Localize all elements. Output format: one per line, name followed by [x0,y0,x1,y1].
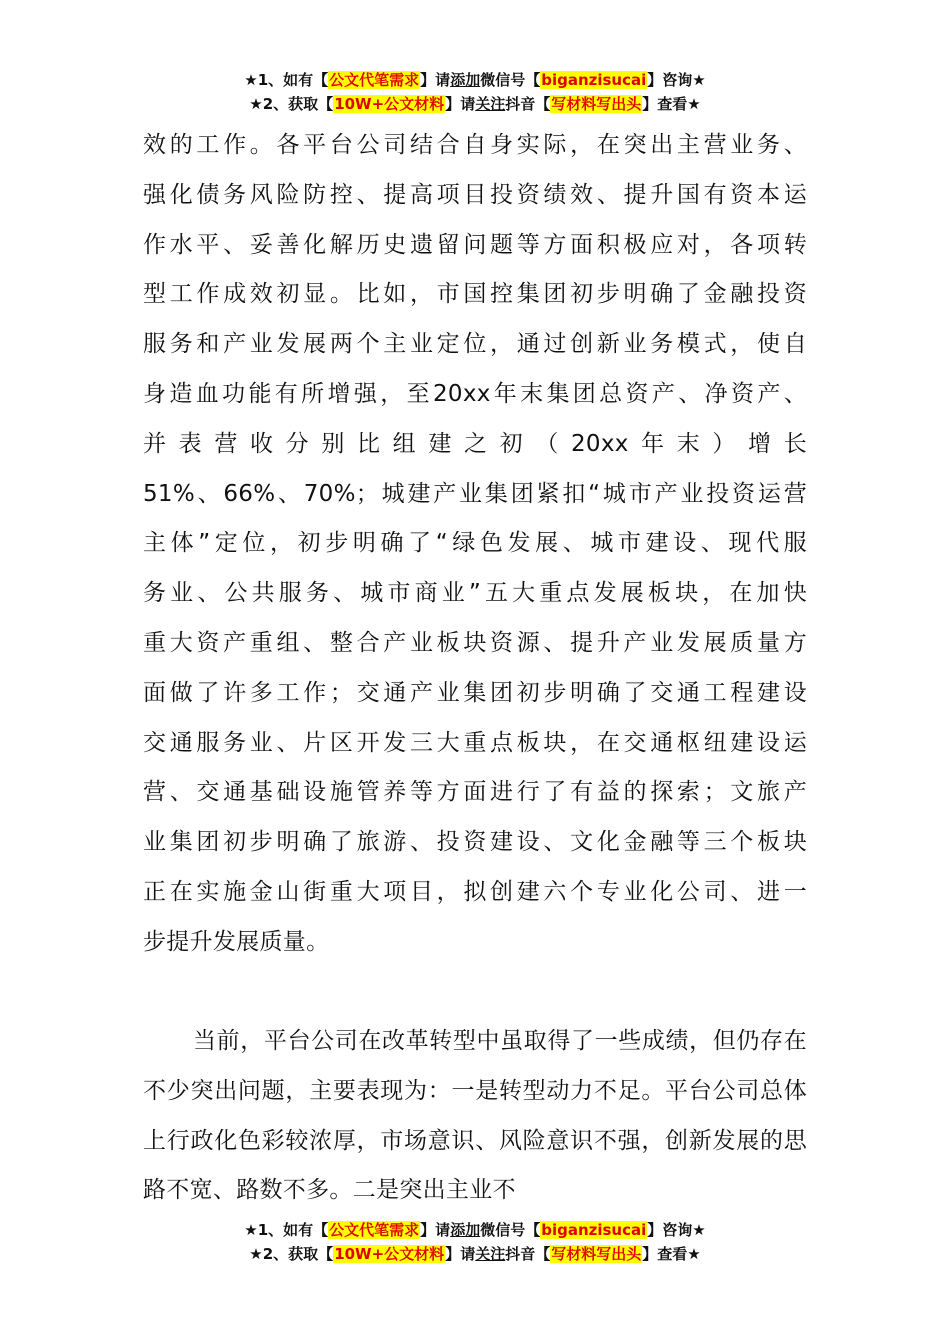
banner-text: 】咨询★ [647,1221,706,1239]
text-line: 营、交通基础设施管养等方面进行了有益的探索；文旅产 [143,779,807,806]
top-banner [0,68,950,116]
banner-text: 】请 [420,1221,451,1239]
paragraph-platform-transformation [143,121,807,968]
text-line: 作水平、妥善化解历史遗留问题等方面积极应对，各项转 [143,231,807,258]
banner-underline-add: 添加 [450,71,481,89]
banner-text: 抖音【 [505,1245,551,1263]
banner-text: 微信号【 [480,71,541,89]
highlight-douyin-account: 写材料写出头 [551,95,642,113]
highlight-materials: 10W+公文材料 [334,1245,445,1263]
highlight-douyin-account: 写材料写出头 [551,1245,642,1263]
banner-text: 】咨询★ [647,71,706,89]
text-line: 效的工作。各平台公司结合自身实际，在突出主营业务、 [143,132,807,158]
banner-line-2 [0,1242,950,1266]
text-line: 服务和产业发展两个主业定位，通过创新业务模式，使自 [143,331,807,358]
highlight-ghostwriting: 公文代笔需求 [329,71,420,89]
banner-text: 】请 [445,1245,476,1263]
text-line: 交通服务业、片区开发三大重点板块，在交通枢纽建设运 [143,729,807,756]
banner-text: ★1、如有【 [244,1221,329,1239]
banner-underline-follow: 关注 [475,95,506,113]
bottom-banner [0,1218,950,1266]
text-line: 51%、66%、70%；城建产业集团紧扣“城市产业投资运营 [143,480,807,507]
text-line: 身造血功能有所增强，至20xx年末集团总资产、净资产、 [143,380,807,407]
text-line: 正在实施金山街重大项目，拟创建六个专业化公司、进一 [143,878,807,905]
text-line: 型工作成效初显。比如，市国控集团初步明确了金融投资 [143,281,807,308]
banner-text: 抖音【 [505,95,551,113]
banner-text: ★1、如有【 [244,71,329,89]
banner-text: 】查看★ [642,1245,701,1263]
banner-underline-follow: 关注 [475,1245,506,1263]
banner-text: 】请 [420,71,451,89]
banner-text: 】请 [445,95,476,113]
banner-line-1 [0,68,950,92]
text-line: 主体”定位，初步明确了“绿色发展、城市建设、现代服 [143,530,807,557]
text-line: 重大资产重组、整合产业板块资源、提升产业发展质量方 [143,629,807,656]
banner-text: 】查看★ [642,95,701,113]
banner-underline-add: 添加 [450,1221,481,1239]
banner-line-2 [0,92,950,116]
highlight-ghostwriting: 公文代笔需求 [329,1221,420,1239]
highlight-materials: 10W+公文材料 [334,95,445,113]
text-line: 务业、公共服务、城市商业”五大重点发展板块，在加快 [143,580,807,607]
text-line: 步提升发展质量。 [143,928,330,955]
highlight-wechat-id: biganzisucai [541,1221,647,1239]
banner-text: 微信号【 [480,1221,541,1239]
text-line: 强化债务风险防控、提高项目投资绩效、提升国有资本运 [143,181,807,208]
paragraph-current-problems [143,1017,807,1216]
banner-text: ★2、获取【 [249,95,334,113]
text-line: 并表营收分别比组建之初（20xx年末）增长 [143,430,807,457]
banner-line-1 [0,1218,950,1242]
banner-text: ★2、获取【 [249,1245,334,1263]
highlight-wechat-id: biganzisucai [541,71,647,89]
paragraph-text: 当前，平台公司在改革转型中虽取得了一些成绩，但仍存在不少突出问题，主要表现为：一是转型动力不足。平台公司总体上行政化色彩较浓厚，市场意识、风险意识不强，创新发展的思路不宽、路数不多。二是突出主业不 [143,1028,807,1204]
text-line: 面做了许多工作；交通产业集团初步明确了交通工程建设 [143,679,807,706]
text-line: 业集团初步明确了旅游、投资建设、文化金融等三个板块 [143,829,807,856]
